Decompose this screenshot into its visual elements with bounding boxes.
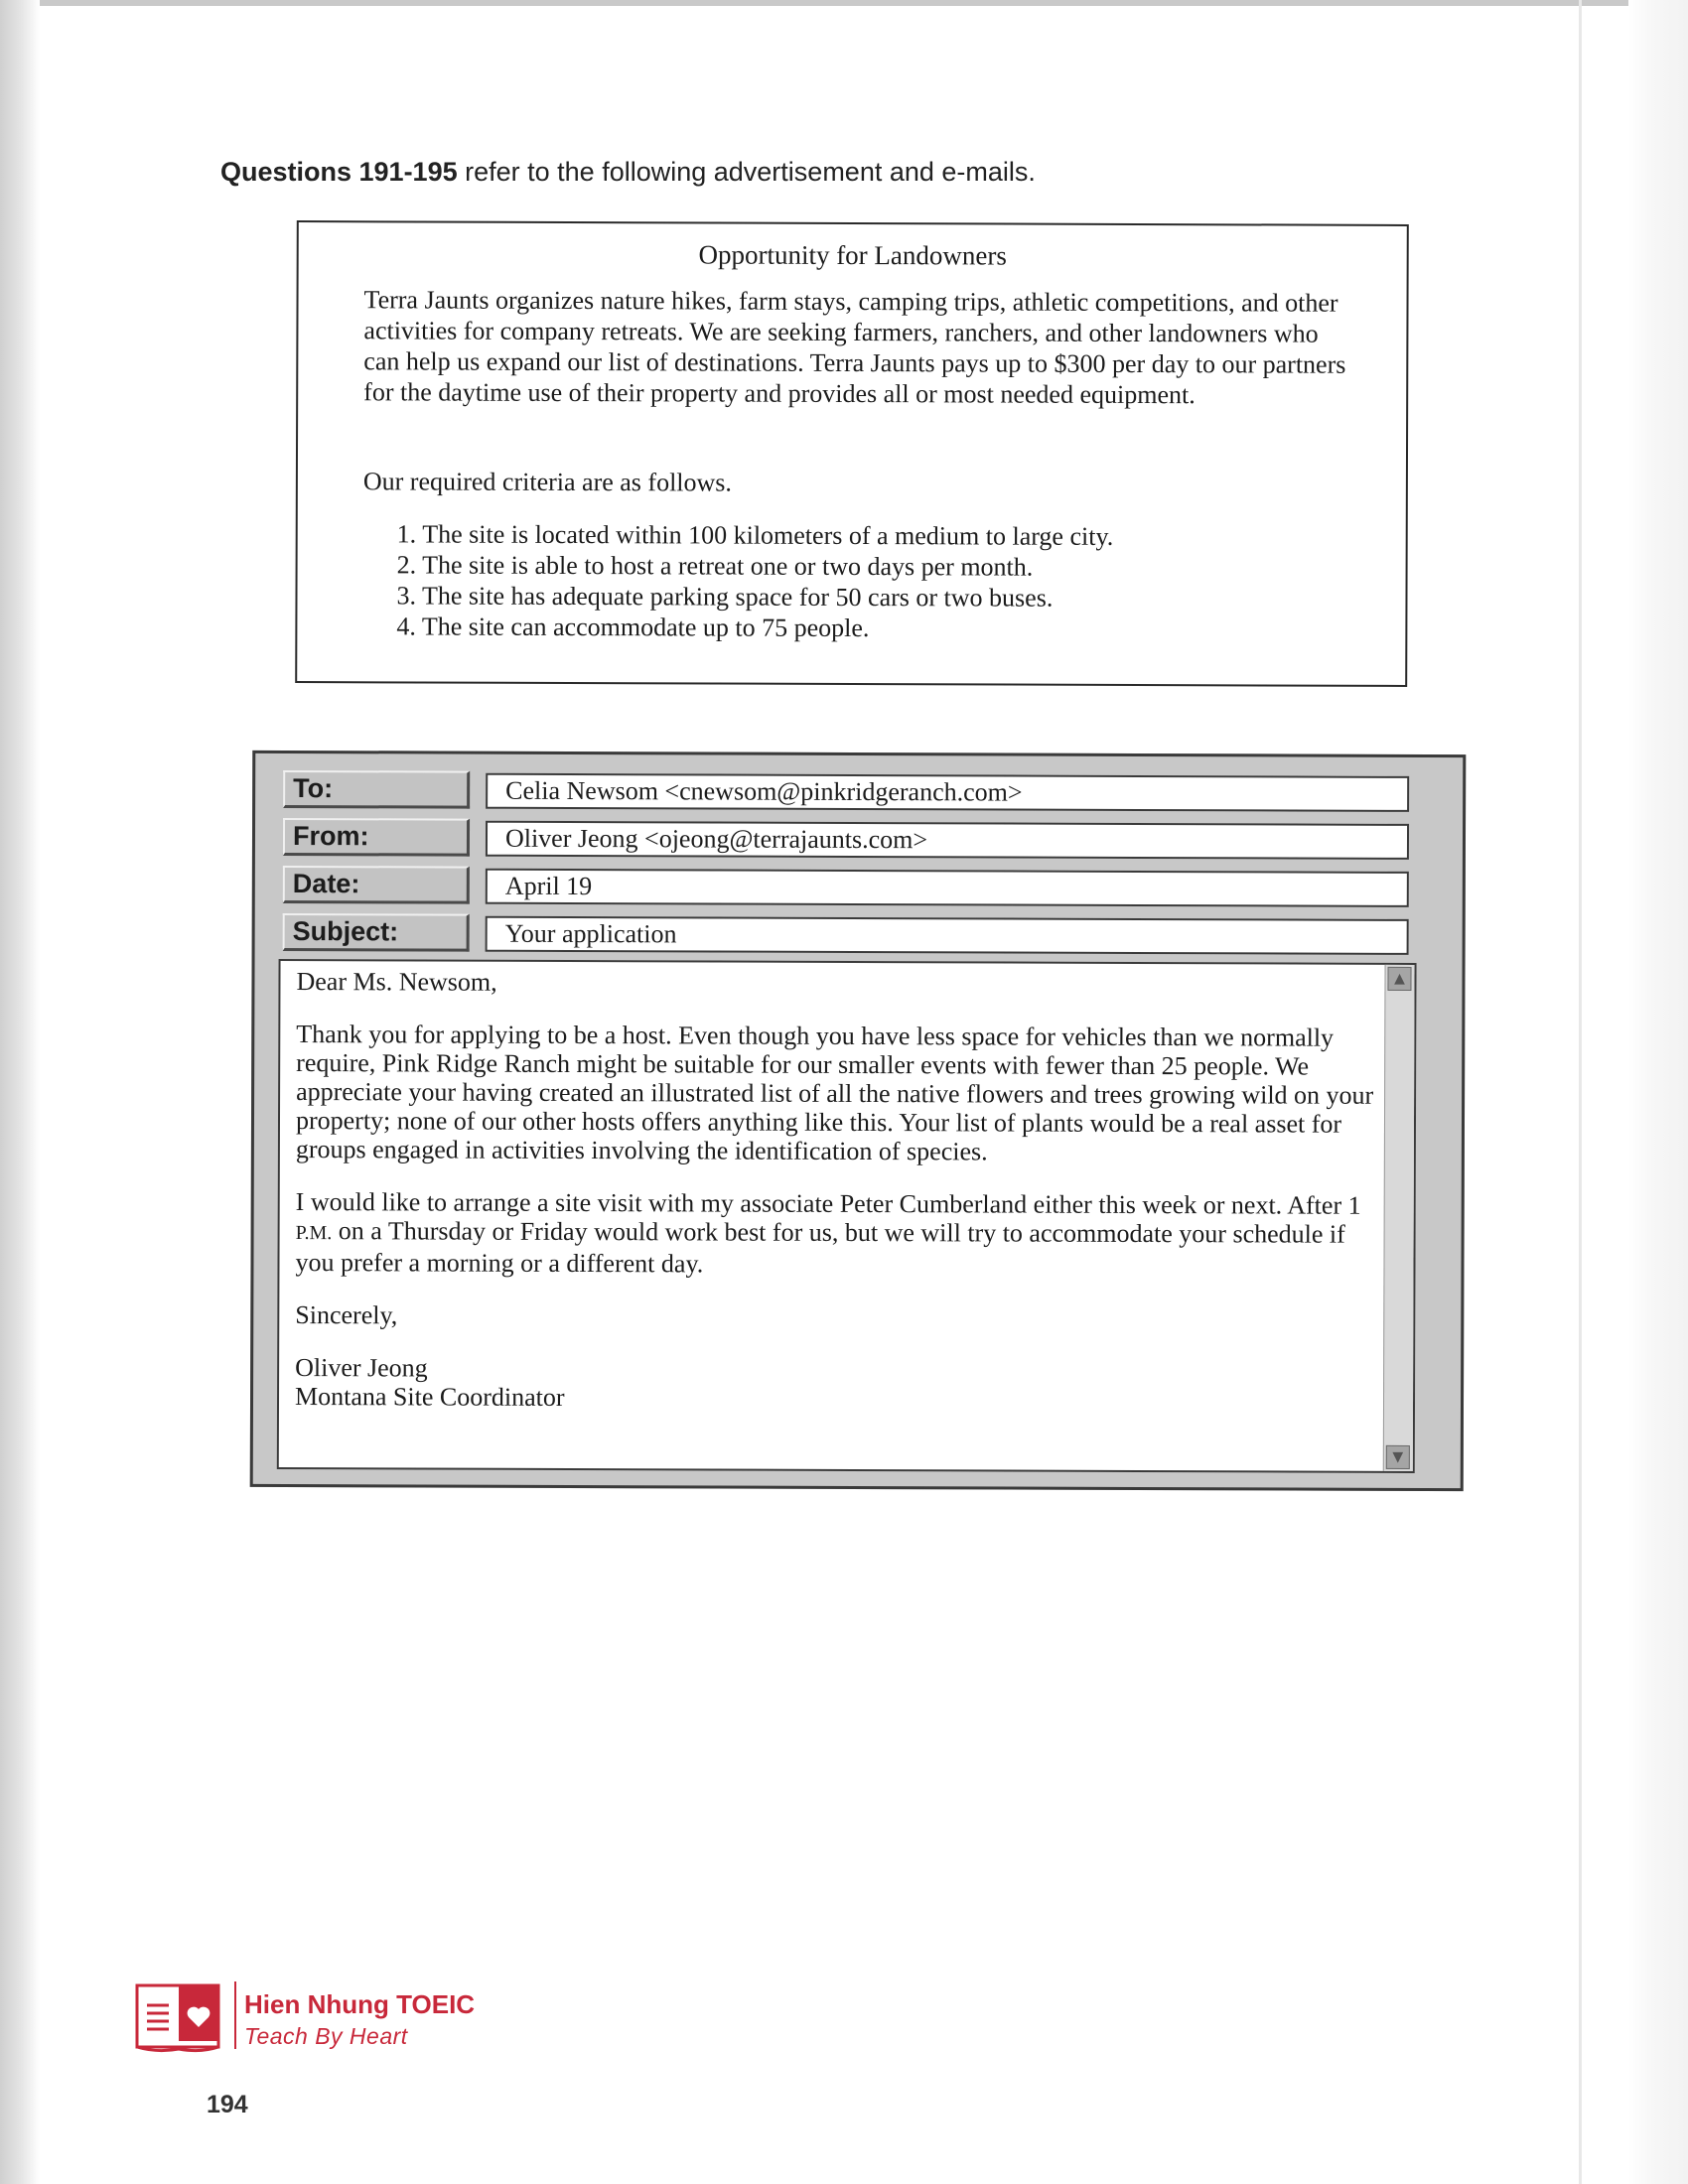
- date-field: April 19: [486, 869, 1409, 907]
- date-label: Date:: [283, 866, 470, 904]
- book-heart-icon: [135, 1981, 224, 2053]
- logo-divider: [234, 1981, 236, 2049]
- scroll-up-arrow-icon[interactable]: ▲: [1387, 967, 1411, 991]
- vertical-scrollbar[interactable]: [1383, 965, 1415, 1471]
- criteria-item: 4. The site can accommodate up to 75 people.: [396, 612, 870, 643]
- email-window: [250, 751, 1467, 1491]
- sender-title: Montana Site Coordinator: [294, 1382, 565, 1412]
- sender-name: Oliver Jeong: [295, 1353, 428, 1383]
- email-paragraph-2: [295, 1187, 1387, 1281]
- from-label: From:: [283, 818, 470, 857]
- advertisement: [295, 220, 1409, 687]
- questions-range: Questions 191-195: [220, 157, 458, 187]
- brand-name: Hien Nhung TOEIC: [244, 1989, 476, 2019]
- email-greeting: Dear Ms. Newsom,: [296, 967, 497, 997]
- criteria-list: [396, 518, 1113, 644]
- criteria-item: 3. The site has adequate parking space for 50 cars or two buses.: [396, 581, 1054, 613]
- email-paragraph-1: Thank you for applying to be a host. Even though you have less space for vehicles than we normally require, Pink Ridge Ranch might be suitable for our smaller events with fewer than 25 people. We appreciate your having created an illustrated list of all the native flowers and trees growing wild on your property; none of our other hosts offers anything like this. Your list of plants would be a real asset for groups engaged in activities involving the identification of species.: [295, 1020, 1374, 1166]
- subject-label: Subject:: [283, 913, 470, 952]
- criteria-item: 1. The site is located within 100 kilometers of a medium to large city.: [396, 519, 1114, 551]
- brand-tagline: Teach By Heart: [244, 2023, 408, 2049]
- scan-left-edge: [0, 0, 40, 2184]
- paragraph-2-start: I would like to arrange a site visit with my associate Peter Cumberland either this week or next. After 1: [295, 1187, 1361, 1220]
- scan-top-edge: [40, 0, 1648, 6]
- email-body: [277, 959, 1417, 1473]
- page-number: 194: [207, 2091, 248, 2118]
- from-field: Oliver Jeong <ojeong@terrajaunts.com>: [486, 821, 1409, 860]
- instruction-text: refer to the following advertisement and e-mails.: [457, 157, 1036, 187]
- time-abbreviation: P.M.: [295, 1222, 333, 1245]
- scan-page-fold: [1579, 0, 1582, 2184]
- subject-field: Your application: [486, 916, 1409, 955]
- paragraph-2-end: on a Thursday or Friday would work best for us, but we will try to accommodate your schedule if you prefer a morning or a different day.: [295, 1216, 1345, 1279]
- advertisement-paragraph: Terra Jaunts organizes nature hikes, farm stays, camping trips, athletic competitions, and other activities for company retreats. We are seeking farmers, ranchers, and other landowners who can help us expand our list of destinations. Terra Jaunts pays up to $300 per day to our partners for the daytime use of their property and provides all or most needed equipment.: [363, 285, 1346, 410]
- criteria-intro: Our required criteria are as follows.: [362, 467, 733, 497]
- scroll-down-arrow-icon[interactable]: ▼: [1386, 1445, 1410, 1469]
- scan-right-edge: [1628, 0, 1688, 2184]
- email-body-text: [295, 967, 1389, 1415]
- to-field: Celia Newsom <cnewsom@pinkridgeranch.com>: [486, 773, 1409, 812]
- email-closing: Sincerely,: [295, 1300, 398, 1330]
- questions-instruction: [220, 157, 1036, 188]
- to-label: To:: [283, 770, 470, 809]
- advertisement-title: Opportunity for Landowners: [698, 239, 1007, 271]
- criteria-item: 2. The site is able to host a retreat one or two days per month.: [396, 550, 1034, 582]
